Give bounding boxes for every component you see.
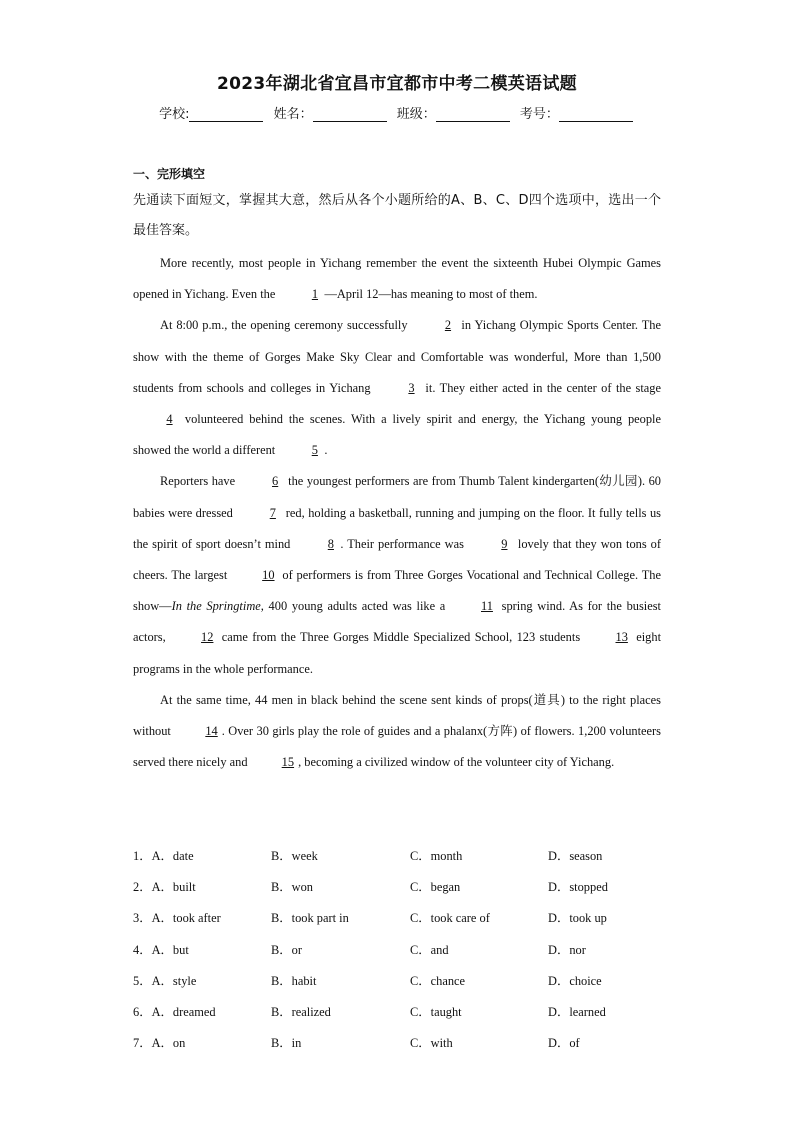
passage-text: . Their performance was [340,536,468,551]
option-d[interactable]: D．learned [548,1004,606,1019]
section-instruction: 先通读下面短文，掌握其大意，然后从各个小题所给的A、B、C、D四个选项中，选出一个最佳答案。 [133,193,661,238]
option-b[interactable]: B．in [271,1036,302,1051]
passage-text: spring wind. As for the busiest actors, [133,599,661,645]
question-option-row [133,903,673,934]
option-b[interactable]: B．won [271,880,313,895]
option-c[interactable]: C．month [410,849,463,863]
option-a[interactable] [133,966,196,997]
question-option-row [133,966,673,997]
school-label: 学校: [159,107,190,122]
option-d[interactable]: D．took up [548,911,607,926]
passage-text: —April 12—has meaning to most of them. [324,287,538,302]
class-input-line[interactable] [436,109,510,122]
option-a[interactable] [133,872,196,903]
options-list [133,841,673,1059]
blank-11[interactable]: 11 [481,599,493,614]
name-label: 姓名： [273,107,313,122]
question-number: 5． [133,973,152,988]
option-a[interactable] [133,935,189,966]
passage-text: red, holding a basketball, running and jumping on the floor. It fully tells us the spirit of sport doesn’t mind [133,505,661,551]
option-b[interactable]: B．took part in [271,911,349,926]
passage-text: it. They either acted in the center of the stage [420,380,661,395]
italic-text: In the Springtime, [171,599,264,614]
passage-paragraph [133,466,661,684]
option-d[interactable]: D．of [548,1036,580,1051]
passage-text: At the same time, 44 men in black behind the scene sent kinds of props(道具) to the right places without [133,692,661,739]
question-number: 1． [133,849,152,863]
question-option-row [133,935,673,966]
exam-number-input-line[interactable] [559,109,633,122]
option-c[interactable]: C．chance [410,973,466,988]
passage-text: lovely that they won tons of cheers. The largest [133,536,662,583]
exam-number-label: 考号： [519,107,559,122]
option-a-text: A．on [151,1036,186,1051]
option-a-text: A．took after [151,911,221,926]
passage-text: 400 young adults acted was like a [263,599,450,614]
passage-text: in Yichang Olympic Sports Center. The show with the theme of Gorges Make Sky Clear and Comfortable was wonderful, More than 1,500 students from schools and colleges in Yichang [133,318,661,395]
option-b[interactable]: B．habit [271,973,317,988]
blank-6[interactable]: 6 [272,474,279,489]
option-c[interactable]: C．taught [410,1004,462,1019]
passage-text: At 8:00 p.m., the opening ceremony successfully [160,318,412,333]
option-a-text: A．but [151,942,189,957]
passage-text: the youngest performers are from Thumb Talent kindergarten(幼儿园). 60 babies were dressed [133,474,661,520]
option-c[interactable]: C．with [410,1036,453,1051]
option-d[interactable]: D．season [548,849,603,863]
option-d[interactable]: D．choice [548,973,602,988]
blank-5[interactable]: 5 [311,443,318,458]
school-field [159,103,265,122]
option-b[interactable]: B．or [271,942,302,957]
option-b[interactable]: B．week [271,849,318,863]
option-a-text: A．built [151,880,196,895]
passage-text: . [324,443,328,458]
question-option-row [133,841,673,872]
exam-title: 2023年湖北省宜昌市宜都市中考二模英语试题 [217,74,577,94]
passage-paragraph [133,685,661,779]
option-a-text: A．dreamed [151,1004,216,1019]
name-field [274,103,389,122]
blank-2[interactable]: 2 [444,318,452,333]
option-d[interactable]: D．nor [548,942,586,957]
blank-14[interactable]: 14 [205,724,218,739]
option-c[interactable]: C．and [410,942,449,957]
option-a[interactable] [133,997,216,1028]
question-number: 6． [133,1004,152,1019]
class-field [397,103,512,122]
school-input-line[interactable] [189,109,263,122]
passage-text: . Over 30 girls play the role of guides and a phalanx(方阵) of flowers. 1,200 volunteers served there nicely and [133,724,662,770]
option-d[interactable]: D．stopped [548,880,608,895]
question-option-row [133,1028,673,1059]
blank-1[interactable]: 1 [311,287,319,302]
passage-paragraph [133,310,661,466]
section-heading: 一、完形填空 [133,167,206,181]
blank-13[interactable]: 13 [615,630,628,645]
name-input-line[interactable] [313,109,387,122]
passage-text: of performers is from Three Gorges Vocational and Technical College. The show— [133,568,661,614]
option-a-text: A．date [151,849,194,863]
option-c[interactable]: C．took care of [410,911,490,926]
question-number: 3． [133,911,152,926]
blank-8[interactable]: 8 [327,536,334,551]
option-b[interactable]: B．realized [271,1004,331,1019]
passage-text: More recently, most people in Yichang remember the event the sixteenth Hubei Olympic Games opened in Yichang. Even the [133,256,661,302]
option-a-text: A．style [151,973,197,988]
exam-number-field [520,103,635,122]
student-info-line [0,103,794,122]
passage-text: came from the Three Gorges Middle Specialized School, 123 students [217,630,585,645]
blank-12[interactable]: 12 [201,630,214,645]
question-option-row [133,997,673,1028]
class-label: 班级： [396,107,436,122]
blank-7[interactable]: 7 [269,505,276,520]
passage-paragraph [133,248,661,310]
option-a[interactable] [133,903,221,934]
question-number: 4． [133,942,152,957]
cloze-passage [133,248,661,778]
question-option-row [133,872,673,903]
option-c[interactable]: C．began [410,880,461,895]
passage-text: , becoming a civilized window of the volunteer city of Yichang. [298,755,615,770]
passage-text: eight programs in the whole performance. [133,630,662,676]
blank-10[interactable]: 10 [262,568,275,583]
question-number: 2． [133,880,152,895]
blank-9[interactable]: 9 [501,536,508,551]
option-a[interactable] [133,1028,185,1059]
question-number: 7． [133,1036,152,1051]
blank-4[interactable]: 4 [166,412,173,427]
blank-3[interactable]: 3 [408,380,415,395]
passage-text: Reporters have [160,474,239,489]
passage-text: volunteered behind the scenes. With a lively spirit and energy, the Yichang young people showed the world a different [133,412,661,458]
blank-15[interactable]: 15 [281,755,295,770]
option-a[interactable] [133,841,194,872]
